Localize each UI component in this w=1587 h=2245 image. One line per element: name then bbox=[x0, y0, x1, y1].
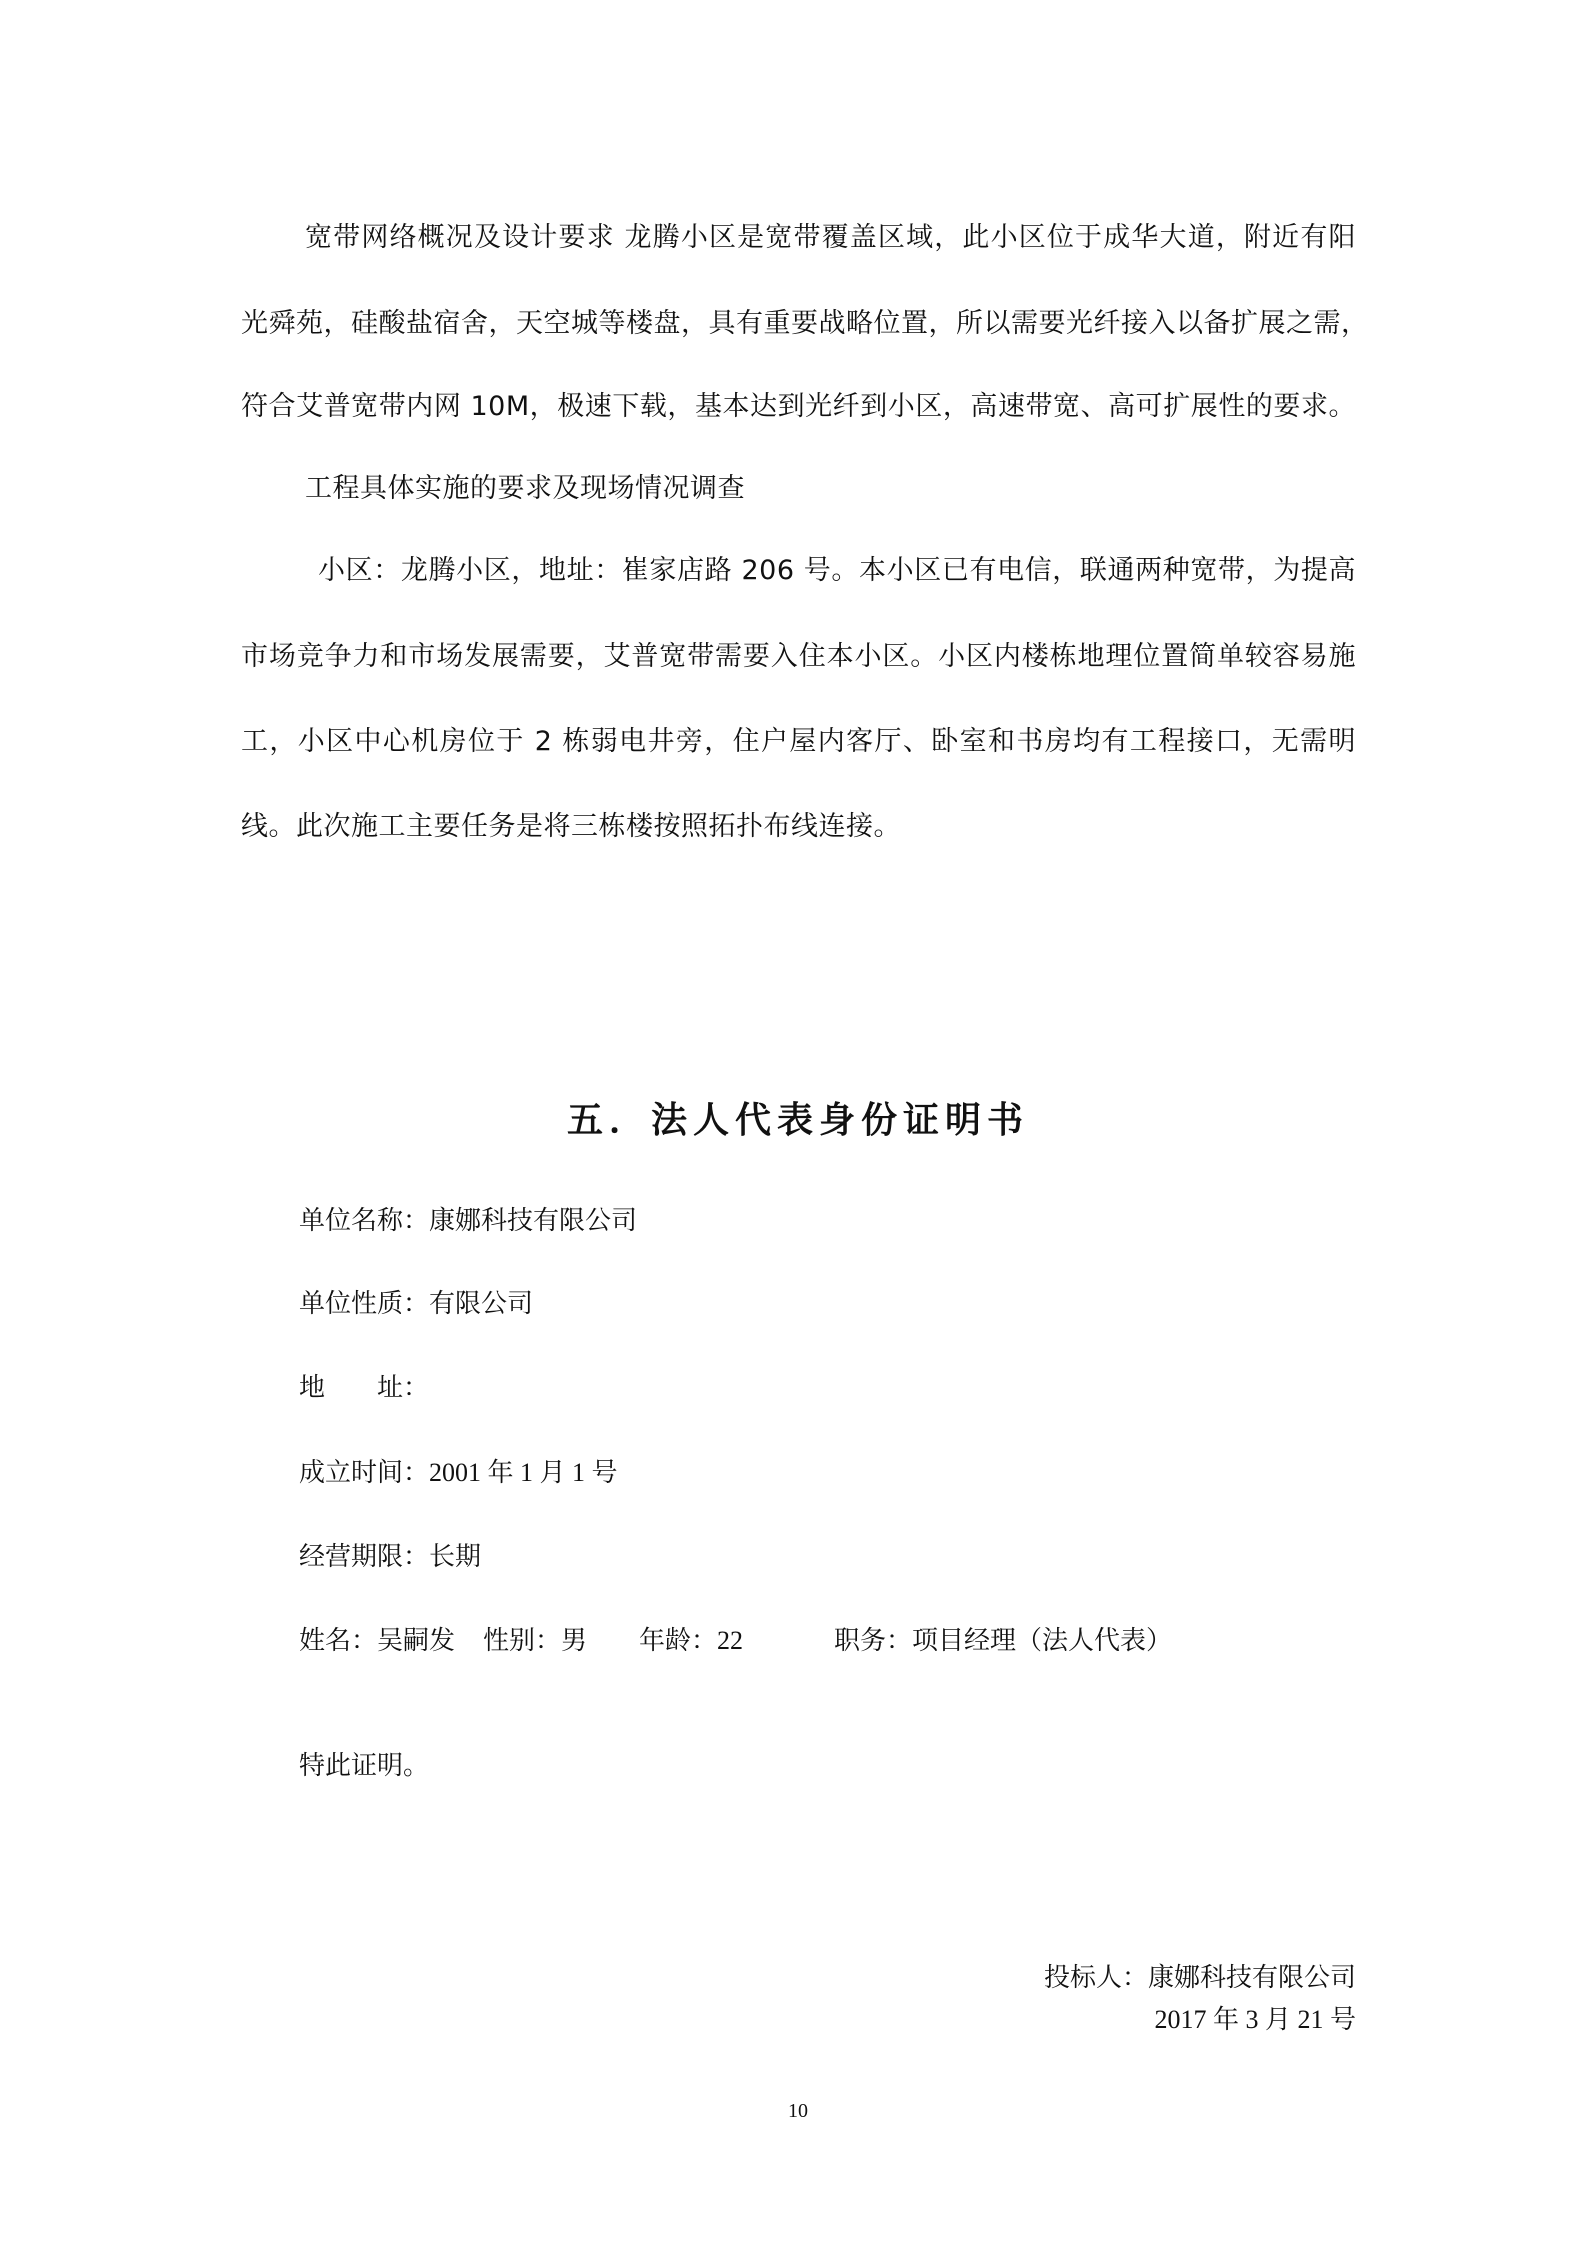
field-company-name: 单位名称：康娜科技有限公司 bbox=[299, 1206, 638, 1235]
person-name: 姓名：吴嗣发 bbox=[299, 1626, 456, 1655]
paragraph-line: 工，小区中心机房位于 2 栋弱电井旁，住户屋内客厅、卧室和书房均有工程接口，无需明 bbox=[241, 726, 1356, 757]
person-gender: 性别：男 bbox=[483, 1626, 588, 1655]
person-age: 年龄：22 bbox=[639, 1626, 744, 1655]
person-row bbox=[0, 1623, 1587, 1659]
paragraph-line: 符合艾普宽带内网 10M，极速下载，基本达到光纤到小区，高速带宽、高可扩展性的要求。 bbox=[241, 391, 1356, 422]
bidder-signature: 投标人：康娜科技有限公司 bbox=[1043, 1963, 1356, 1992]
section-title: 五．法人代表身份证明书 bbox=[566, 1100, 1029, 1141]
field-address: 地 址： bbox=[299, 1373, 430, 1402]
field-company-type: 单位性质：有限公司 bbox=[299, 1289, 534, 1318]
paragraph-line: 市场竞争力和市场发展需要，艾普宽带需要入住本小区。小区内楼栋地理位置简单较容易施 bbox=[241, 641, 1356, 672]
paragraph-line: 线。此次施工主要任务是将三栋楼按照拓扑布线连接。 bbox=[241, 811, 901, 842]
field-founded: 成立时间：2001 年 1 月 1 号 bbox=[299, 1458, 618, 1487]
subheading: 工程具体实施的要求及现场情况调查 bbox=[305, 473, 745, 504]
field-term: 经营期限：长期 bbox=[299, 1542, 482, 1571]
paragraph-line: 宽带网络概况及设计要求 龙腾小区是宽带覆盖区域，此小区位于成华大道，附近有阳 bbox=[305, 222, 1356, 253]
sign-date: 2017 年 3 月 21 号 bbox=[1154, 2005, 1356, 2034]
certify-text: 特此证明。 bbox=[299, 1751, 430, 1780]
paragraph-line: 小区：龙腾小区，地址：崔家店路 206 号。本小区已有电信，联通两种宽带，为提高 bbox=[318, 555, 1356, 586]
person-position: 职务：项目经理（法人代表） bbox=[834, 1626, 1173, 1655]
paragraph-line: 光舜苑，硅酸盐宿舍，天空城等楼盘，具有重要战略位置，所以需要光纤接入以备扩展之需， bbox=[241, 308, 1369, 339]
page-number: 10 bbox=[788, 2100, 808, 2122]
